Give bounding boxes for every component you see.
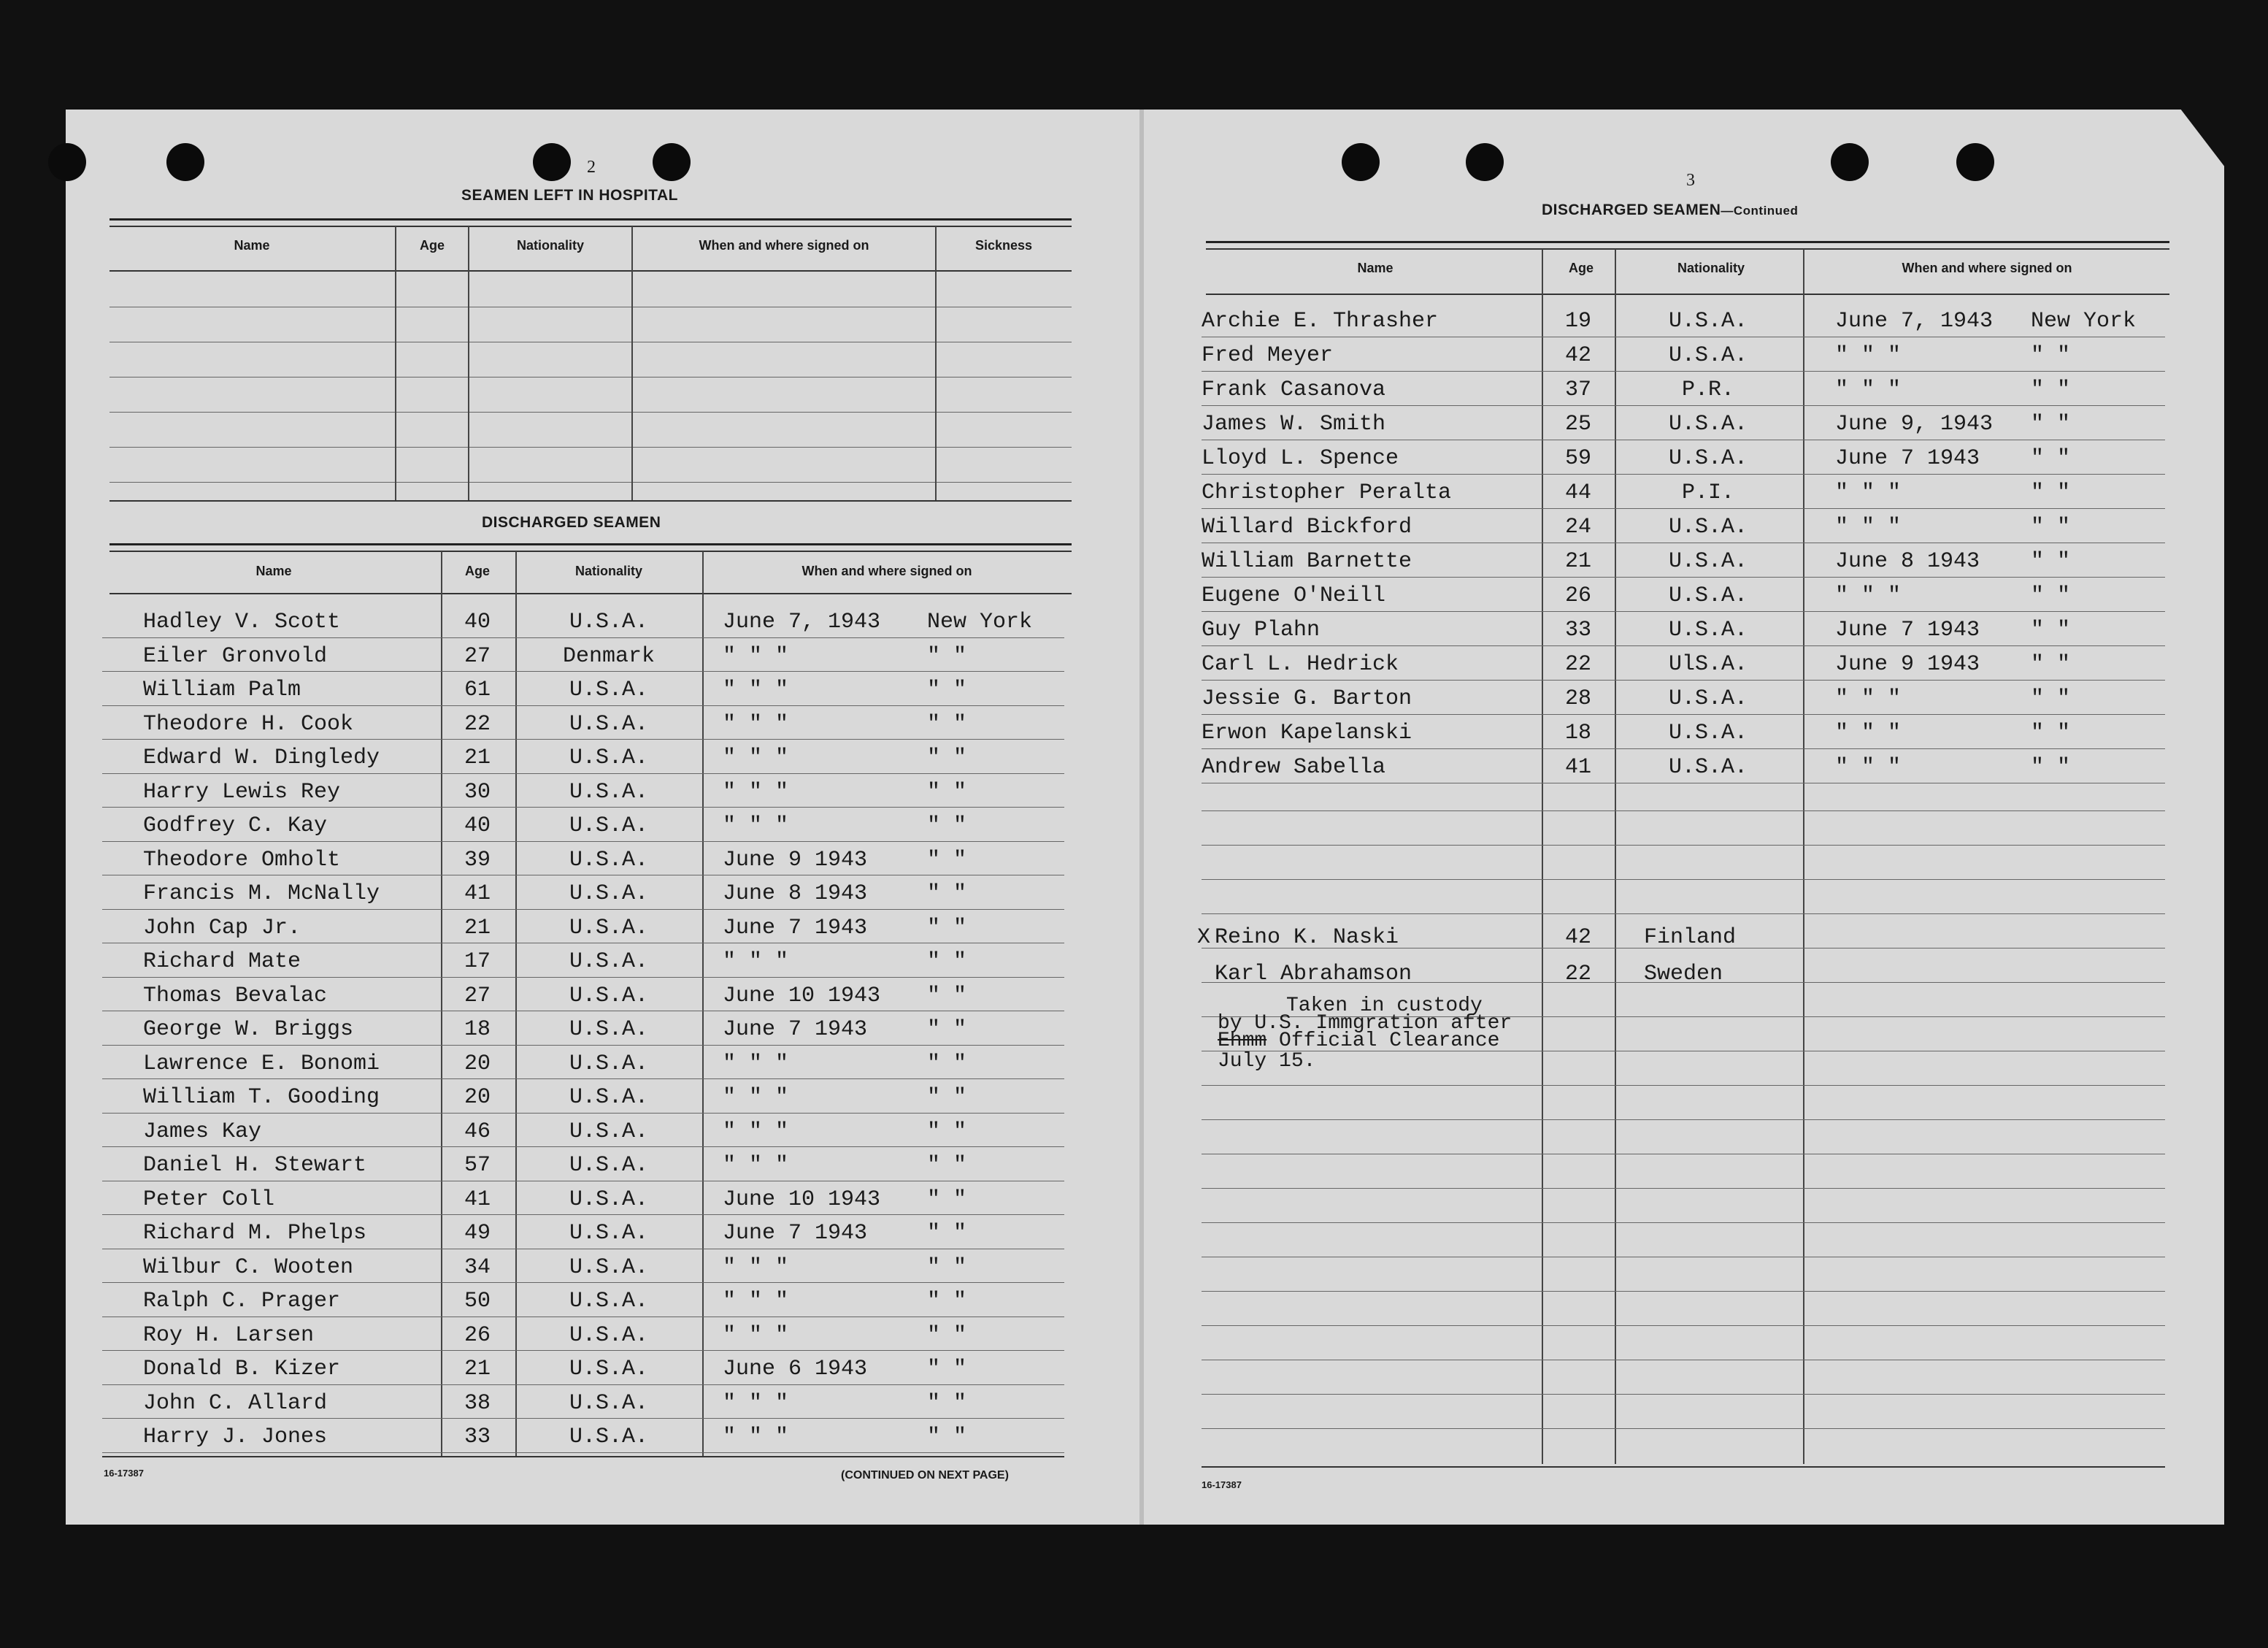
- seaman-name: Thomas Bevalac: [143, 983, 328, 1008]
- seaman-name: Ralph C. Prager: [143, 1289, 341, 1314]
- seaman-name: James W. Smith: [1202, 412, 1386, 437]
- punch-hole: [48, 143, 86, 181]
- seaman-row: [102, 640, 1064, 672]
- punch-hole: [1956, 143, 1994, 181]
- signed-on-date: " " ": [723, 1254, 789, 1280]
- seaman-name: Eugene O'Neill: [1202, 583, 1386, 608]
- seaman-age: 22: [1564, 962, 1591, 986]
- signed-on-date: " " ": [1835, 480, 1902, 505]
- seaman-row: [1202, 614, 2165, 646]
- signed-on-date: " " ": [1835, 515, 1902, 540]
- hospital-col-sickness: Sickness: [975, 238, 1033, 253]
- seaman-name: Francis M. McNally: [143, 881, 380, 906]
- signed-on-place: " ": [927, 1221, 967, 1246]
- discharged-continued-title: DISCHARGED SEAMEN—Continued: [1542, 202, 1799, 218]
- signed-on-place: " ": [927, 1425, 967, 1449]
- seaman-name: Theodore H. Cook: [143, 711, 354, 737]
- signed-on-date: " " ": [723, 1119, 789, 1144]
- seaman-row: [1202, 751, 2165, 783]
- signed-on-date: June 9, 1943: [1835, 412, 1994, 437]
- seaman-name: Edward W. Dingledy: [143, 746, 380, 770]
- seaman-age: 19: [1564, 309, 1591, 334]
- seaman-name: Archie E. Thrasher: [1202, 309, 1439, 334]
- signed-on-place: " ": [927, 1357, 967, 1381]
- signed-on-date: " " ": [1835, 755, 1902, 780]
- seaman-name: John C. Allard: [143, 1390, 328, 1416]
- seaman-name: Donald B. Kizer: [143, 1357, 341, 1381]
- seaman-age: 17: [464, 949, 491, 974]
- signed-on-date: " " ": [723, 813, 789, 838]
- seaman-row: [102, 1217, 1064, 1249]
- signed-on-date: June 7, 1943: [723, 610, 881, 635]
- seaman-nationality: U.S.A.: [1668, 618, 1748, 643]
- seaman-name: Fred Meyer: [1202, 343, 1334, 368]
- seaman-nationality: U.S.A.: [569, 1254, 649, 1280]
- signed-on-date: " " ": [723, 1289, 789, 1314]
- seaman-row: [102, 878, 1064, 910]
- page-number: 2: [587, 158, 596, 177]
- signed-on-date: " " ": [1835, 686, 1902, 711]
- seaman-nationality: U.S.A.: [569, 746, 649, 770]
- seaman-row: [102, 1421, 1064, 1453]
- discharged-col-signed-on: When and where signed on: [802, 564, 972, 578]
- seaman-nationality: U.S.A.: [569, 1322, 649, 1348]
- seaman-age: 22: [1564, 652, 1591, 677]
- seaman-name: Willard Bickford: [1202, 515, 1412, 540]
- seaman-nationality: U.S.A.: [569, 1425, 649, 1449]
- seaman-nationality: UlS.A.: [1668, 652, 1748, 677]
- signed-on-place: " ": [927, 1153, 967, 1178]
- seaman-nationality: U.S.A.: [569, 1221, 649, 1246]
- seaman-row: [102, 844, 1064, 876]
- seaman-age: 24: [1564, 515, 1591, 540]
- seaman-age: 44: [1564, 480, 1591, 505]
- seaman-nationality: U.S.A.: [569, 1153, 649, 1178]
- seaman-name: Frank Casanova: [1202, 377, 1386, 402]
- seaman-name: Guy Plahn: [1202, 618, 1321, 643]
- seaman-age: 42: [1564, 343, 1591, 368]
- signed-on-place: " ": [2031, 686, 2071, 711]
- seaman-row: [1202, 580, 2165, 612]
- signed-on-date: " " ": [723, 643, 789, 669]
- seaman-age: 46: [464, 1119, 491, 1144]
- signed-on-date: June 9 1943: [1835, 652, 1980, 677]
- seaman-age: 42: [1564, 925, 1591, 950]
- signed-on-place: " ": [927, 881, 967, 906]
- seaman-age: 21: [464, 1357, 491, 1381]
- signed-on-date: " " ": [723, 1425, 789, 1449]
- seaman-nationality: U.S.A.: [1668, 721, 1748, 746]
- right-col-name: Name: [1357, 261, 1394, 275]
- custody-note-line3: Ehmm Official Clearance: [1218, 1030, 1500, 1052]
- signed-on-date: " " ": [723, 949, 789, 974]
- seaman-row: [1202, 408, 2165, 440]
- seaman-name: James Kay: [143, 1119, 262, 1144]
- seaman-age: 33: [464, 1425, 491, 1449]
- signed-on-place: " ": [927, 847, 967, 873]
- seaman-nationality: Sweden: [1644, 962, 1723, 986]
- signed-on-date: June 7 1943: [723, 1221, 868, 1246]
- signed-on-date: June 9 1943: [723, 847, 868, 873]
- seaman-row: [102, 674, 1064, 706]
- signed-on-date: " " ": [1835, 721, 1902, 746]
- signed-on-place: " ": [2031, 618, 2071, 643]
- seaman-nationality: U.S.A.: [569, 1119, 649, 1144]
- seaman-name: Eiler Gronvold: [143, 643, 328, 669]
- signed-on-place: " ": [927, 1322, 967, 1348]
- signed-on-date: June 10 1943: [723, 983, 881, 1008]
- custody-row: [1197, 958, 2161, 990]
- seaman-row: [1202, 545, 2165, 578]
- seaman-age: 34: [464, 1254, 491, 1280]
- seaman-age: 50: [464, 1289, 491, 1314]
- signed-on-date: " " ": [1835, 377, 1902, 402]
- signed-on-date: June 7, 1943: [1835, 309, 1994, 334]
- seaman-name: Peter Coll: [143, 1187, 275, 1212]
- signed-on-place: " ": [2031, 583, 2071, 608]
- signed-on-place: " ": [2031, 446, 2071, 471]
- seaman-age: 26: [1564, 583, 1591, 608]
- signed-on-date: June 7 1943: [723, 915, 868, 940]
- right-col-signed-on: When and where signed on: [1902, 261, 2072, 275]
- seaman-nationality: U.S.A.: [569, 881, 649, 906]
- seaman-name: Richard Mate: [143, 949, 301, 974]
- signed-on-date: " " ": [723, 779, 789, 805]
- seaman-row: [1202, 340, 2165, 372]
- punch-hole: [1466, 143, 1504, 181]
- signed-on-date: June 10 1943: [723, 1187, 881, 1212]
- seaman-age: 41: [464, 1187, 491, 1212]
- signed-on-place: " ": [927, 1254, 967, 1280]
- signed-on-place: New York: [927, 610, 1033, 635]
- seaman-row: [102, 1081, 1064, 1114]
- seaman-nationality: U.S.A.: [569, 983, 649, 1008]
- seaman-nationality: U.S.A.: [569, 1017, 649, 1042]
- seaman-name: Christopher Peralta: [1202, 480, 1452, 505]
- seaman-row: [102, 1149, 1064, 1181]
- seaman-nationality: U.S.A.: [569, 1357, 649, 1381]
- seaman-row: [102, 912, 1064, 944]
- signed-on-place: " ": [2031, 412, 2071, 437]
- signed-on-place: " ": [927, 949, 967, 974]
- seaman-age: 59: [1564, 446, 1591, 471]
- seaman-age: 26: [464, 1322, 491, 1348]
- seaman-row: [1202, 717, 2165, 749]
- signed-on-date: June 7 1943: [1835, 618, 1980, 643]
- seaman-nationality: U.S.A.: [569, 949, 649, 974]
- right-col-age: Age: [1568, 261, 1594, 275]
- seaman-name: Jessie G. Barton: [1202, 686, 1412, 711]
- signed-on-date: " " ": [723, 746, 789, 770]
- seaman-age: 28: [1564, 686, 1591, 711]
- seaman-name: Theodore Omholt: [143, 847, 341, 873]
- seaman-row: [102, 1252, 1064, 1284]
- seaman-nationality: U.S.A.: [569, 1390, 649, 1416]
- signed-on-date: June 7 1943: [1835, 446, 1980, 471]
- seaman-nationality: U.S.A.: [1668, 446, 1748, 471]
- signed-on-place: " ": [927, 1289, 967, 1314]
- signed-on-date: " " ": [723, 1153, 789, 1178]
- form-number: 16-17387: [104, 1468, 144, 1479]
- signed-on-place: " ": [2031, 515, 2071, 540]
- seaman-nationality: U.S.A.: [569, 1289, 649, 1314]
- seaman-row: [102, 1353, 1064, 1385]
- seaman-nationality: U.S.A.: [569, 915, 649, 940]
- seaman-age: 37: [1564, 377, 1591, 402]
- seaman-nationality: U.S.A.: [569, 779, 649, 805]
- seaman-row: [102, 708, 1064, 740]
- seaman-row: [1202, 477, 2165, 509]
- seaman-row: [1202, 683, 2165, 715]
- custody-note-line4: July 15.: [1218, 1050, 1316, 1073]
- custody-note-line1: Taken in custody: [1286, 994, 1483, 1017]
- punch-hole: [653, 143, 691, 181]
- seaman-age: 38: [464, 1390, 491, 1416]
- seaman-age: 18: [1564, 721, 1591, 746]
- seaman-name: Erwon Kapelanski: [1202, 721, 1412, 746]
- seaman-nationality: Denmark: [562, 643, 656, 669]
- seaman-nationality: U.S.A.: [1668, 686, 1748, 711]
- seaman-row: [1202, 511, 2165, 543]
- signed-on-place: " ": [927, 983, 967, 1008]
- signed-on-place: " ": [927, 643, 967, 669]
- seaman-name: Harry J. Jones: [143, 1425, 328, 1449]
- seaman-row: [102, 1116, 1064, 1148]
- signed-on-place: " ": [2031, 755, 2071, 780]
- page-number: 3: [1686, 171, 1695, 190]
- seaman-name: William T. Gooding: [143, 1085, 380, 1110]
- signed-on-date: June 8 1943: [723, 881, 868, 906]
- signed-on-date: " " ": [723, 1085, 789, 1110]
- seaman-row: [1202, 442, 2165, 475]
- strike-mark: X: [1197, 925, 1211, 950]
- seaman-row: [102, 742, 1064, 774]
- signed-on-date: June 8 1943: [1835, 549, 1980, 574]
- seaman-age: 41: [464, 881, 491, 906]
- signed-on-date: " " ": [723, 678, 789, 702]
- signed-on-date: June 7 1943: [723, 1017, 868, 1042]
- signed-on-place: " ": [927, 1187, 967, 1212]
- seaman-nationality: U.S.A.: [1668, 309, 1748, 334]
- seaman-name: William Barnette: [1202, 549, 1412, 574]
- seaman-row: [102, 980, 1064, 1012]
- hospital-section-title: SEAMEN LEFT IN HOSPITAL: [461, 187, 678, 204]
- seaman-row: [102, 1048, 1064, 1080]
- hospital-col-age: Age: [419, 238, 445, 253]
- seaman-name: George W. Briggs: [143, 1017, 354, 1042]
- seaman-name: Lawrence E. Bonomi: [143, 1051, 380, 1076]
- page-fold: [1139, 110, 1144, 1525]
- signed-on-place: " ": [927, 1390, 967, 1416]
- seaman-nationality: U.S.A.: [569, 847, 649, 873]
- seaman-nationality: U.S.A.: [1668, 412, 1748, 437]
- signed-on-date: " " ": [723, 1322, 789, 1348]
- seaman-name: Wilbur C. Wooten: [143, 1254, 354, 1280]
- punch-hole: [1831, 143, 1869, 181]
- custody-row: [1197, 921, 2161, 954]
- seaman-name: Hadley V. Scott: [143, 610, 341, 635]
- seaman-nationality: P.I.: [1681, 480, 1734, 505]
- seaman-age: 27: [464, 643, 491, 669]
- seaman-name: Richard M. Phelps: [143, 1221, 367, 1246]
- seaman-nationality: Finland: [1644, 925, 1737, 950]
- signed-on-place: " ": [2031, 377, 2071, 402]
- punch-hole: [166, 143, 204, 181]
- seaman-age: 33: [1564, 618, 1591, 643]
- discharged-col-age: Age: [464, 564, 490, 578]
- seaman-name: Karl Abrahamson: [1215, 962, 1412, 986]
- seaman-age: 30: [464, 779, 491, 805]
- continued-note: (CONTINUED ON NEXT PAGE): [841, 1469, 1009, 1482]
- signed-on-place: " ": [927, 1051, 967, 1076]
- seaman-nationality: U.S.A.: [1668, 515, 1748, 540]
- signed-on-date: " " ": [723, 1390, 789, 1416]
- discharged-section-title: DISCHARGED SEAMEN: [482, 514, 661, 531]
- seaman-age: 21: [1564, 549, 1591, 574]
- seaman-name: Daniel H. Stewart: [143, 1153, 367, 1178]
- seaman-row: [102, 810, 1064, 842]
- seaman-name: Harry Lewis Rey: [143, 779, 341, 805]
- seaman-age: 20: [464, 1051, 491, 1076]
- seaman-age: 27: [464, 983, 491, 1008]
- signed-on-place: " ": [2031, 343, 2071, 368]
- signed-on-date: " " ": [723, 1051, 789, 1076]
- signed-on-place: " ": [2031, 652, 2071, 677]
- seaman-nationality: U.S.A.: [1668, 755, 1748, 780]
- right-col-nationality: Nationality: [1677, 261, 1745, 275]
- seaman-name: Roy H. Larsen: [143, 1322, 315, 1348]
- signed-on-date: " " ": [1835, 343, 1902, 368]
- seaman-name: Carl L. Hedrick: [1202, 652, 1399, 677]
- signed-on-place: " ": [927, 915, 967, 940]
- signed-on-place: " ": [927, 1017, 967, 1042]
- custody-note-line2: by U.S. Immgration after: [1218, 1012, 1512, 1035]
- seaman-nationality: U.S.A.: [569, 1085, 649, 1110]
- seaman-age: 57: [464, 1153, 491, 1178]
- signed-on-place: " ": [2031, 480, 2071, 505]
- seaman-nationality: P.R.: [1681, 377, 1734, 402]
- punch-hole: [533, 143, 571, 181]
- seaman-nationality: U.S.A.: [569, 610, 649, 635]
- signed-on-place: " ": [927, 1119, 967, 1144]
- signed-on-place: " ": [927, 779, 967, 805]
- signed-on-place: " ": [927, 813, 967, 838]
- seaman-age: 61: [464, 678, 491, 702]
- punch-hole: [1342, 143, 1380, 181]
- seaman-nationality: U.S.A.: [569, 1051, 649, 1076]
- signed-on-place: " ": [927, 1085, 967, 1110]
- signed-on-place: New York: [2031, 309, 2137, 334]
- signed-on-place: " ": [927, 711, 967, 737]
- seaman-row: [102, 1319, 1064, 1352]
- signed-on-date: " " ": [1835, 583, 1902, 608]
- seaman-age: 49: [464, 1221, 491, 1246]
- seaman-name: William Palm: [143, 678, 301, 702]
- seaman-row: [102, 1387, 1064, 1419]
- seaman-name: Lloyd L. Spence: [1202, 446, 1399, 471]
- seaman-name: Reino K. Naski: [1215, 925, 1399, 950]
- signed-on-place: " ": [927, 678, 967, 702]
- seaman-name: Andrew Sabella: [1202, 755, 1386, 780]
- seaman-age: 25: [1564, 412, 1591, 437]
- signed-on-date: " " ": [723, 711, 789, 737]
- seaman-age: 18: [464, 1017, 491, 1042]
- seaman-nationality: U.S.A.: [569, 678, 649, 702]
- hospital-col-nationality: Nationality: [516, 238, 584, 253]
- seaman-age: 22: [464, 711, 491, 737]
- seaman-row: [102, 776, 1064, 808]
- seaman-nationality: U.S.A.: [569, 711, 649, 737]
- seaman-age: 41: [1564, 755, 1591, 780]
- seaman-nationality: U.S.A.: [1668, 583, 1748, 608]
- seaman-age: 21: [464, 746, 491, 770]
- seaman-row: [102, 1285, 1064, 1317]
- signed-on-place: " ": [2031, 549, 2071, 574]
- seaman-age: 40: [464, 813, 491, 838]
- seaman-name: John Cap Jr.: [143, 915, 301, 940]
- discharged-col-name: Name: [255, 564, 292, 578]
- signed-on-place: " ": [927, 746, 967, 770]
- seaman-age: 21: [464, 915, 491, 940]
- seaman-row: [102, 1184, 1064, 1216]
- hospital-col-name: Name: [234, 238, 270, 253]
- seaman-nationality: U.S.A.: [1668, 549, 1748, 574]
- seaman-row: [102, 1013, 1064, 1046]
- signed-on-date: June 6 1943: [723, 1357, 868, 1381]
- seaman-row: [102, 946, 1064, 978]
- form-number: 16-17387: [1202, 1479, 1242, 1490]
- seaman-row: [1202, 305, 2165, 337]
- seaman-nationality: U.S.A.: [569, 813, 649, 838]
- seaman-name: Godfrey C. Kay: [143, 813, 328, 838]
- seaman-row: [1202, 648, 2165, 681]
- seaman-row: [102, 606, 1064, 638]
- signed-on-place: " ": [2031, 721, 2071, 746]
- seaman-nationality: U.S.A.: [569, 1187, 649, 1212]
- discharged-col-nationality: Nationality: [574, 564, 642, 578]
- seaman-nationality: U.S.A.: [1668, 343, 1748, 368]
- seaman-age: 20: [464, 1085, 491, 1110]
- seaman-age: 40: [464, 610, 491, 635]
- seaman-age: 39: [464, 847, 491, 873]
- hospital-col-signed-on: When and where signed on: [699, 238, 869, 253]
- seaman-row: [1202, 374, 2165, 406]
